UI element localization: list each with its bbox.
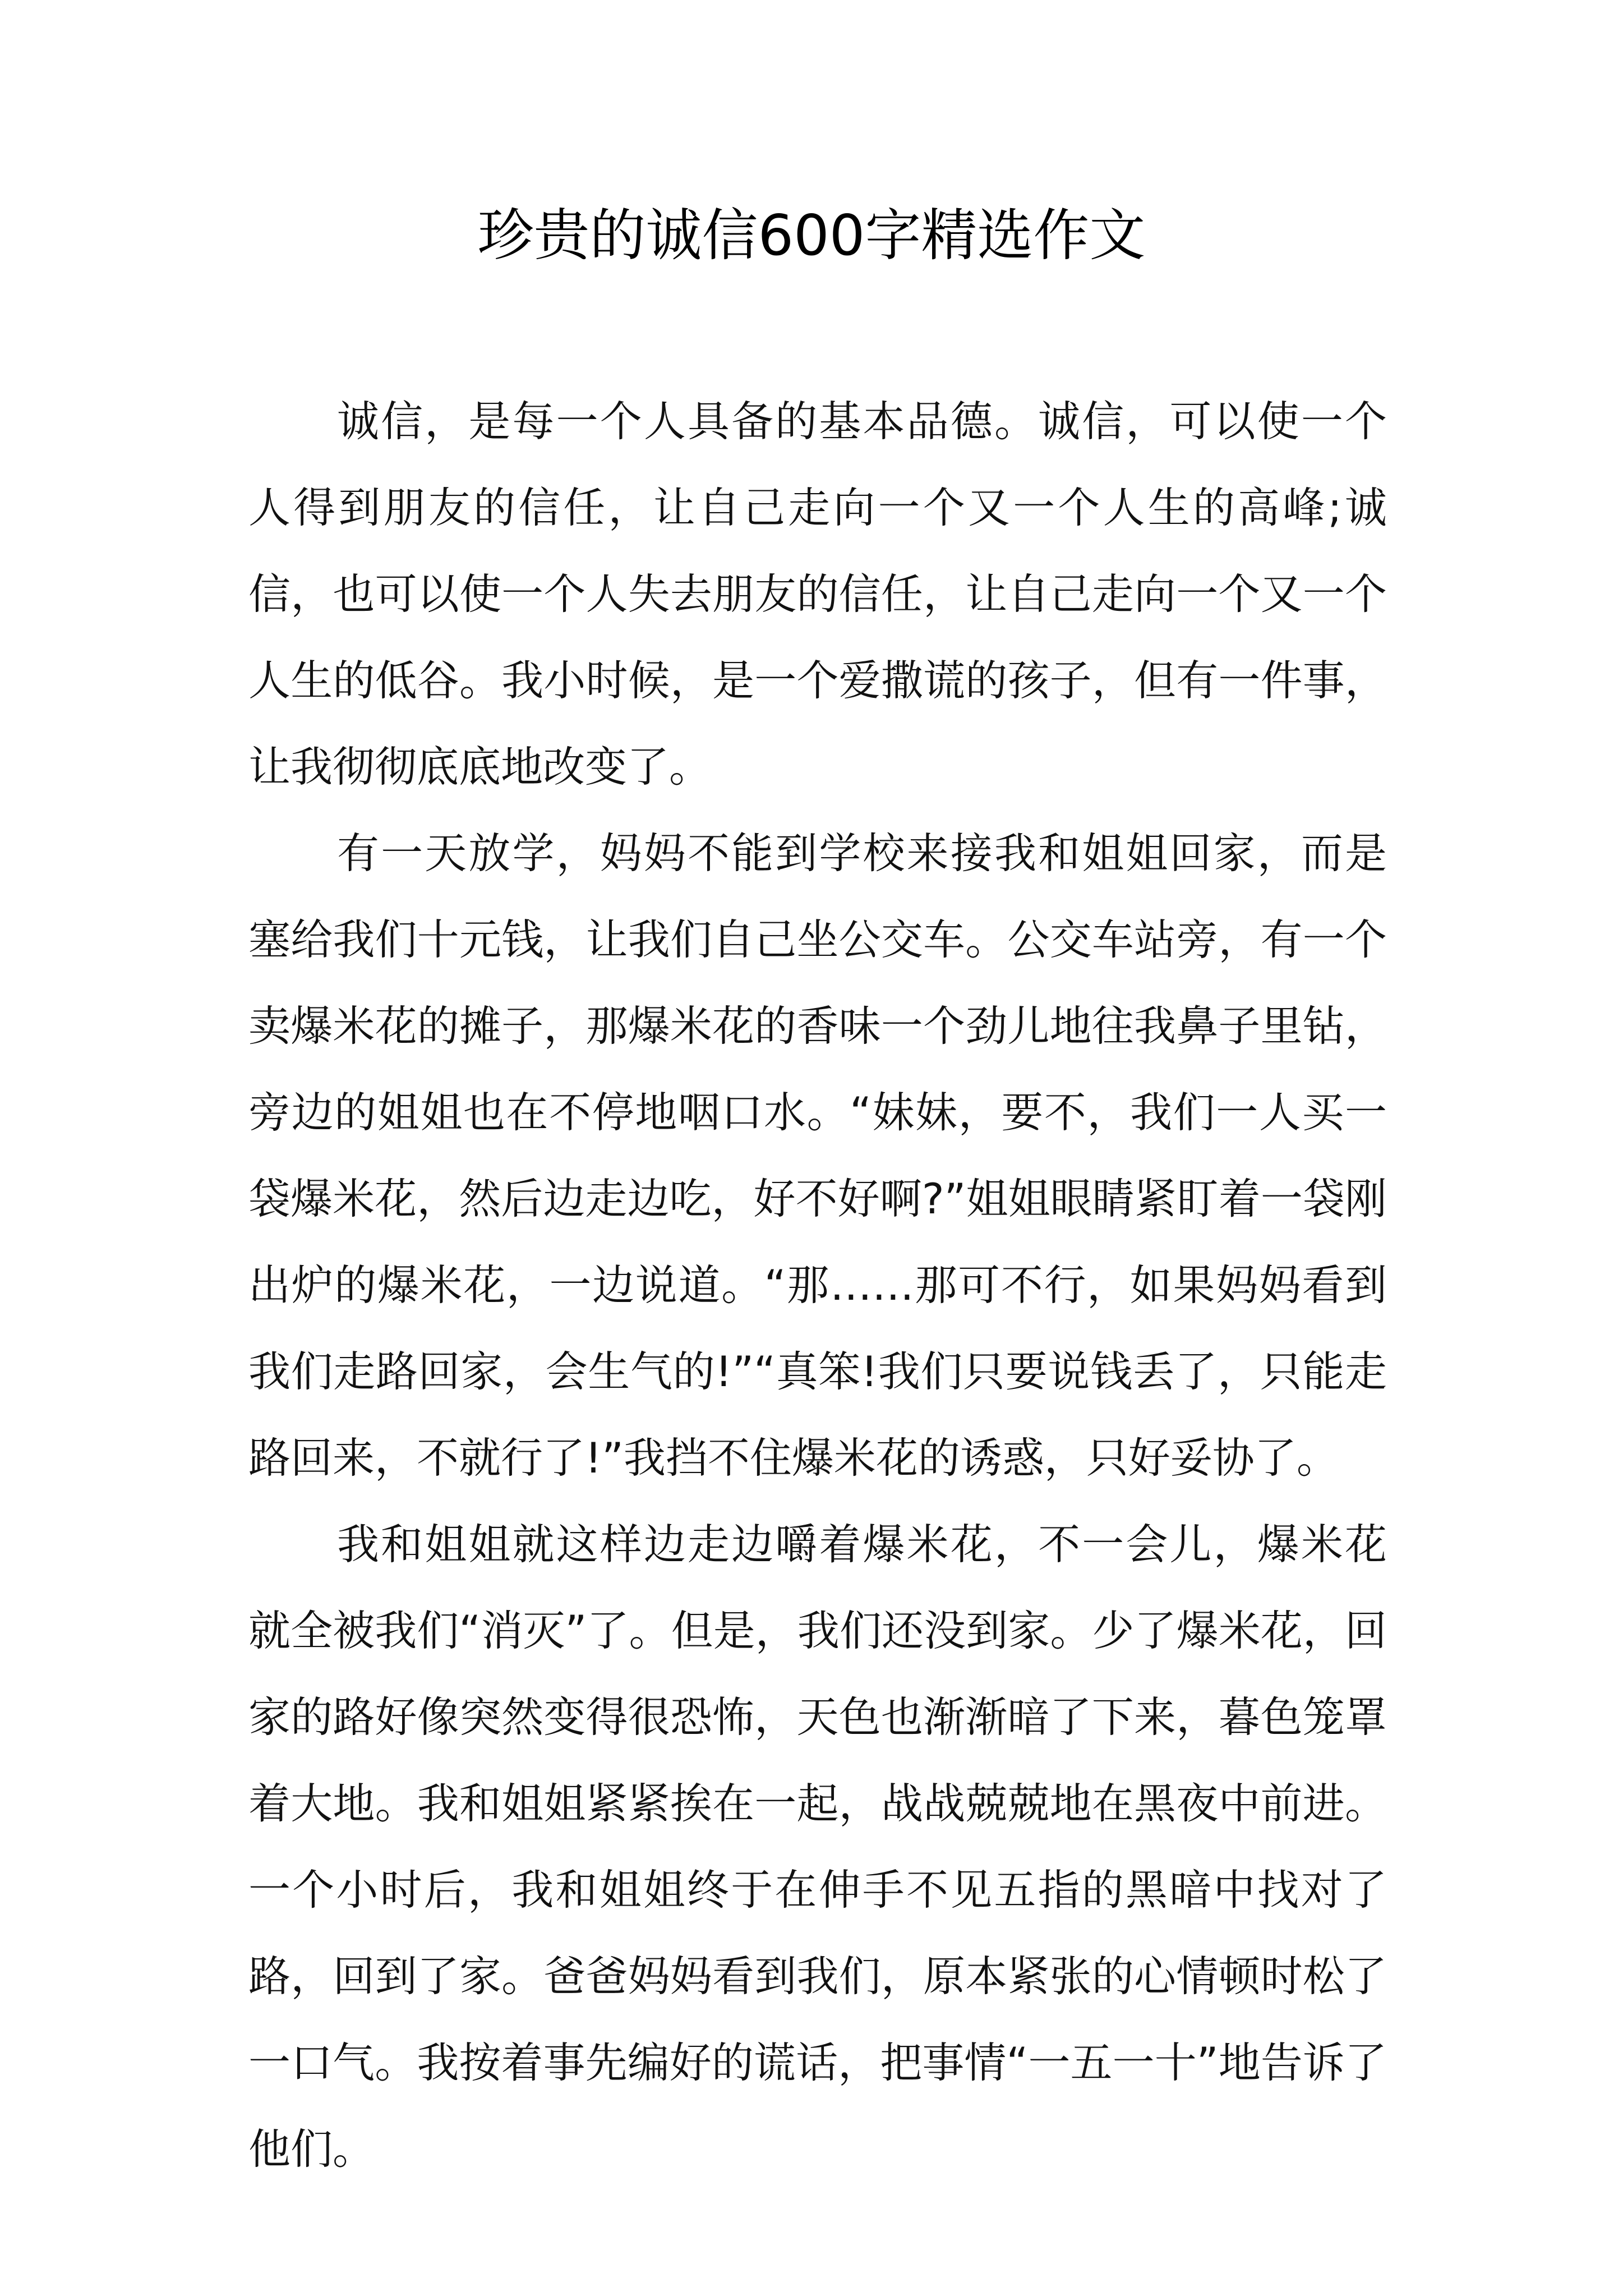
paragraph-3: 我和姐姐就这样边走边嚼着爆米花，不一会儿，爆米花就全被我们“消灭”了。但是，我们还没到家。少了爆米花，回家的路好像突然变得很恐怖，天色也渐渐暗了下来，暮色笼罩着大地。我和姐姐紧紧挨在一起，战战兢兢地在黑夜中前进。一个小时后，我和姐姐终于在伸手不见五指的黑暗中找对了路，回到了家。爸爸妈妈看到我们，原本紧张的心情顿时松了一口气。我按着事先编好的谎话，把事情“一五一十”地告诉了他们。: [248, 1520, 1387, 2174]
document-body: [248, 378, 1387, 2192]
paragraph-1: 诚信，是每一个人具备的基本品德。诚信，可以使一个人得到朋友的信任，让自己走向一个又一个人生的高峰;诚信，也可以使一个人失去朋友的信任，让自己走向一个又一个人生的低谷。我小时候，是一个爱撒谎的孩子，但有一件事，让我彻彻底底地改变了。: [248, 397, 1387, 792]
paragraph-2: 有一天放学，妈妈不能到学校来接我和姐姐回家，而是塞给我们十元钱，让我们自己坐公交车。公交车站旁，有一个卖爆米花的摊子，那爆米花的香味一个劲儿地往我鼻子里钻，旁边的姐姐也在不停地咽口水。“妹妹，要不，我们一人买一袋爆米花，然后边走边吃，好不好啊?”姐姐眼睛紧盯着一袋刚出炉的爆米花，一边说道。“那……那可不行，如果妈妈看到我们走路回家，会生气的!”“真笨!我们只要说钱丢了，只能走路回来，不就行了!”我挡不住爆米花的诱惑，只好妥协了。: [248, 829, 1387, 1483]
document-title: 珍贵的诚信600字精选作文: [477, 203, 1146, 268]
